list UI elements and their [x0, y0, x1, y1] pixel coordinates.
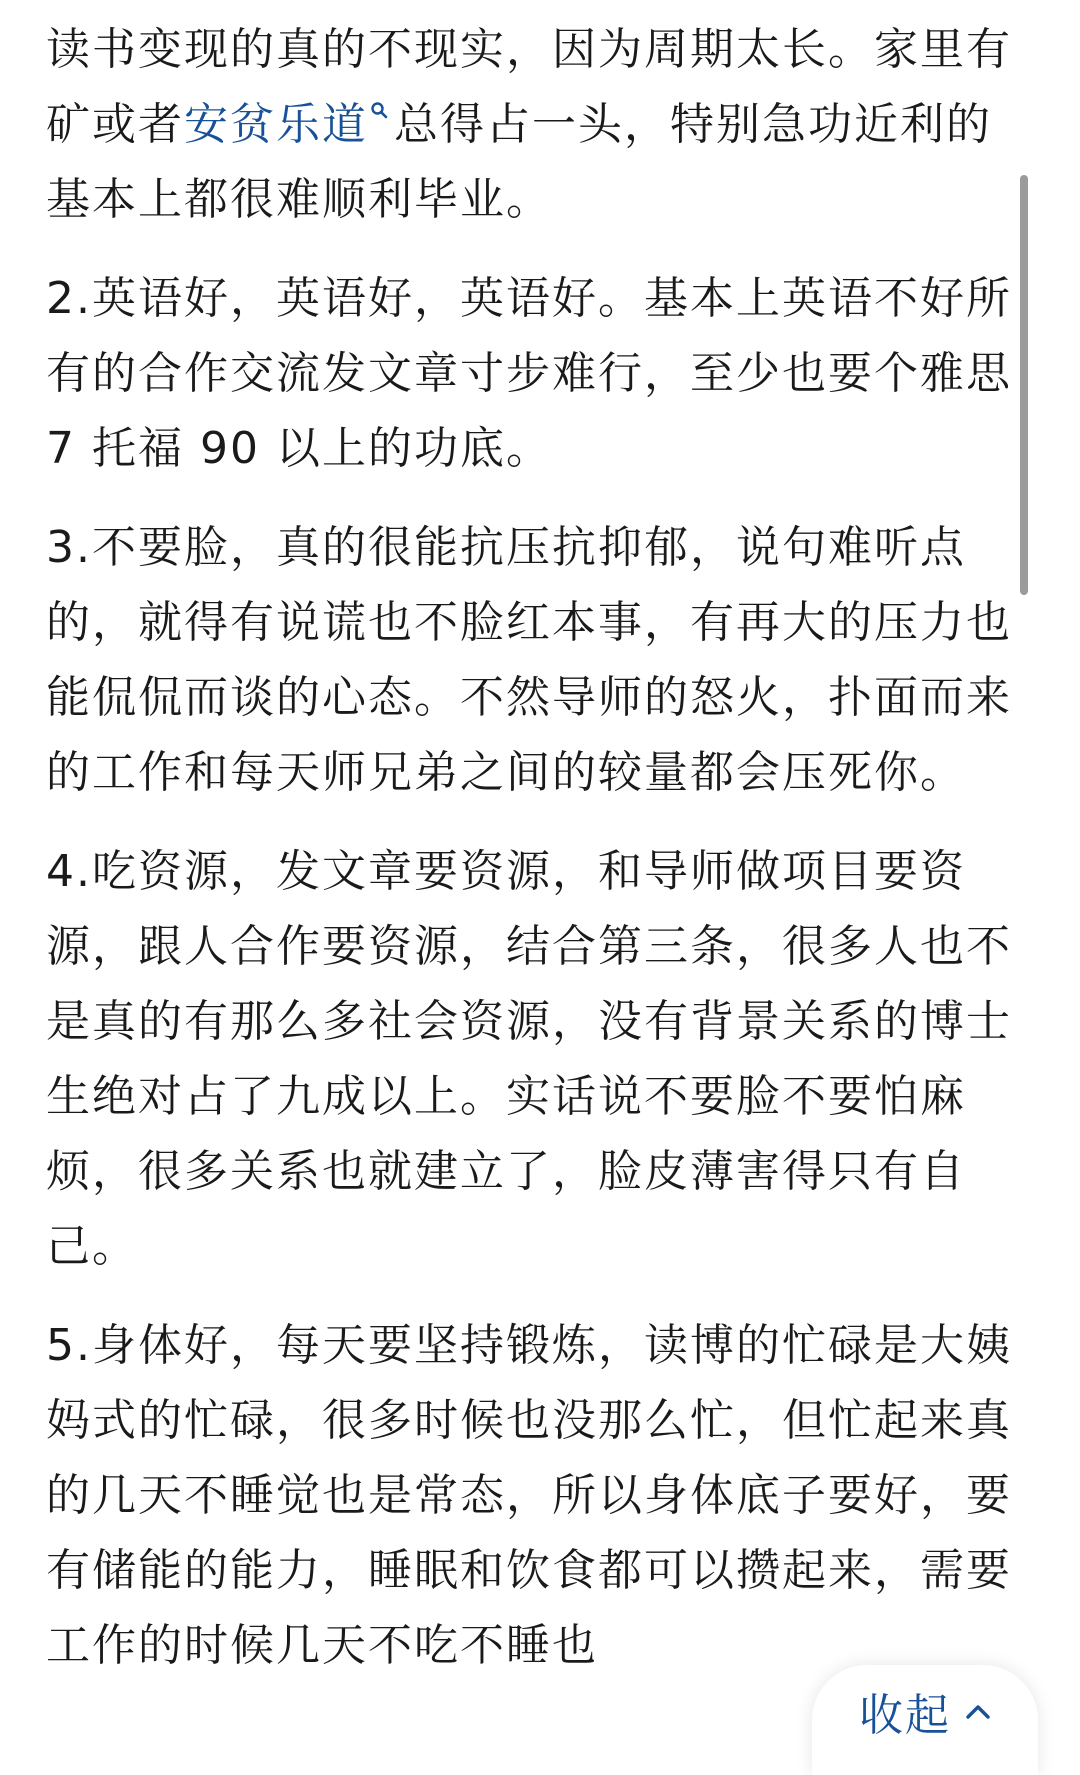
keyword-link-anpinledao[interactable]: [184, 99, 394, 150]
scrollbar[interactable]: [1020, 175, 1028, 595]
paragraph-2: 2.英语好，英语好，英语好。基本上英语不好所有的合作交流发文章寸步难行，至少也要个雅思 7 托福 90 以上的功底。: [46, 273, 1012, 474]
paragraph-3: 3.不要脸，真的很能抗压抗抑郁，说句难听点的，就得有说谎也不脸红本事，有再大的压力也能侃侃而谈的心态。不然导师的怒火，扑面而来的工作和每天师兄弟之间的较量都会压死你。: [46, 522, 1012, 798]
collapse-label[interactable]: 收起: [859, 1690, 951, 1741]
paragraph-1-text-after: 总得占一头，特别急功近利的基本上都很难顺利毕业。: [46, 99, 992, 225]
search-icon: [370, 101, 388, 119]
keyword-link-label[interactable]: 安贫乐道: [184, 99, 368, 150]
paragraph-1: [46, 12, 1016, 237]
paragraph-4: 4.吃资源，发文章要资源，和导师做项目要资源，跟人合作要资源，结合第三条，很多人也不是真的有那么多社会资源，没有背景关系的博士生绝对占了九成以上。实话说不要脸不要怕麻烦，很多关系也就建立了，脸皮薄害得只有自己。: [46, 846, 1012, 1272]
paragraph-5: 5.身体好，每天要坚持锻炼，读博的忙碌是大姨妈式的忙碌，很多时候也没那么忙，但忙起来真的几天不睡觉也是常态，所以身体底子要好，要有储能的能力，睡眠和饮食都可以攒起来，需要工作的时候几天不吃不睡也: [46, 1320, 1012, 1671]
collapse-button[interactable]: [812, 1665, 1038, 1775]
paragraph-1-text-before: 读书变现的真的不现实，因为周期太长。家里有矿或者: [46, 24, 1012, 150]
chevron-up-icon: [965, 1702, 991, 1720]
answer-content: [46, 12, 1016, 1707]
